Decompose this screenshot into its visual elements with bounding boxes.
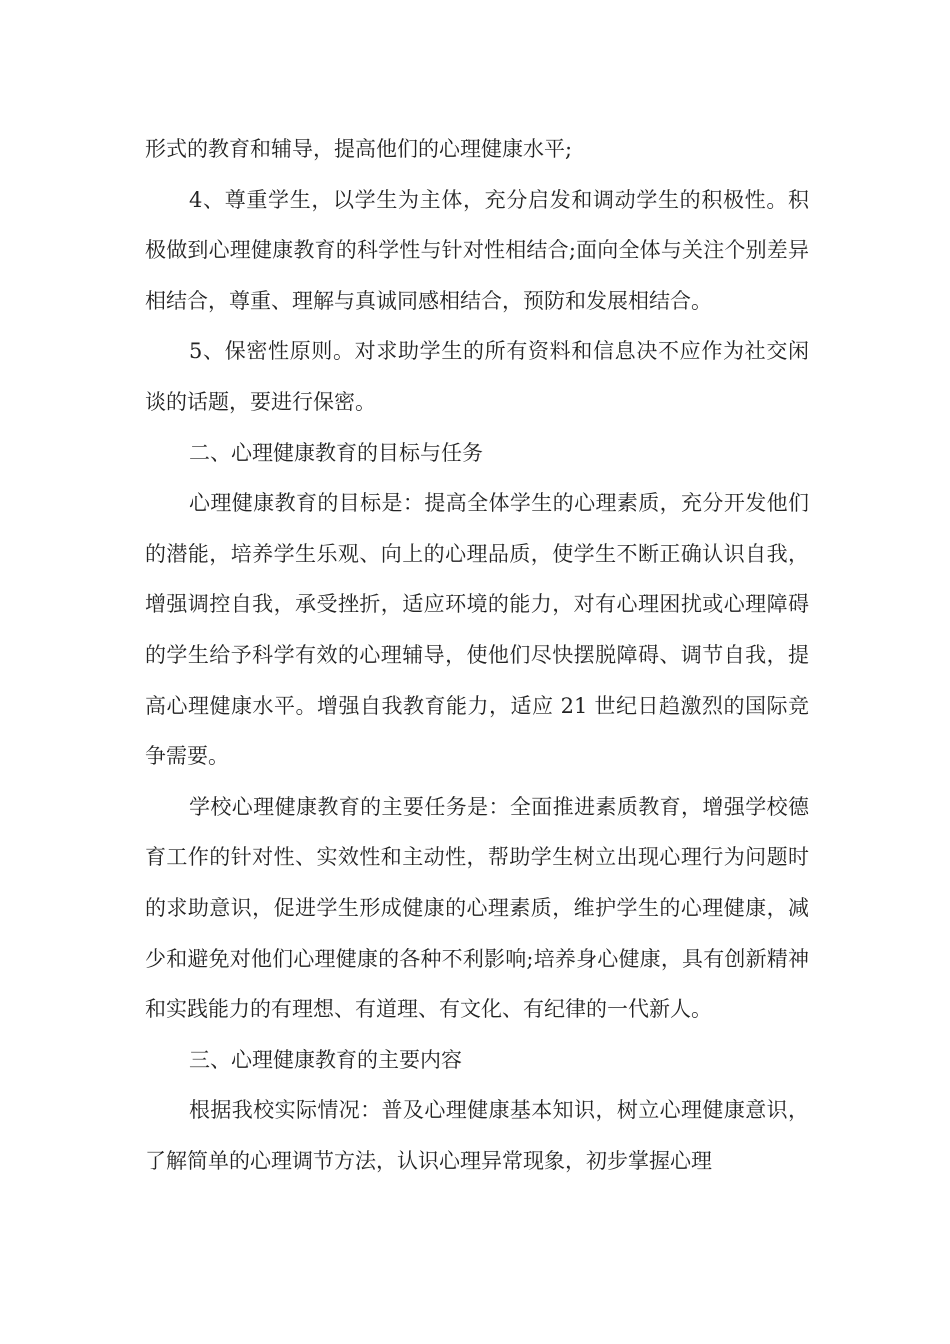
paragraph-confidentiality: 5、保密性原则。对求助学生的所有资料和信息决不应作为社交闲谈的话题，要进行保密。 — [145, 339, 809, 414]
paragraph-tasks: 学校心理健康教育的主要任务是：全面推进素质教育，增强学校德育工作的针对性、实效性和主动性，帮助学生树立出现心理行为问题时的求助意识，促进学生形成健康的心理素质，维护学生的心理健康，减少和避免对他们心理健康的各种不利影响;培养身心健康，具有创新精神和实践能力的有理想、有道理、有文化、有纪律的一代新人。 — [145, 794, 809, 1022]
paragraph-continuation: 形式的教育和辅导，提高他们的心理健康水平; — [145, 137, 573, 161]
section-heading-content: 三、心理健康教育的主要内容 — [189, 1047, 462, 1072]
paragraph-goals: 心理健康教育的目标是：提高全体学生的心理素质，充分开发他们的潜能，培养学生乐观、向上的心理品质，使学生不断正确认识自我，增强调控自我，承受挫折，适应环境的能力，对有心理困扰或心理障碍的学生给予科学有效的心理辅导，使他们尽快摆脱障碍、调节自我，提高心理健康水平。增强自我教育能力，适应 21 世纪日趋激烈的国际竞争需要。 — [145, 491, 809, 769]
paragraph-respect-students: 4、尊重学生，以学生为主体，充分启发和调动学生的积极性。积极做到心理健康教育的科学性与针对性相结合;面向全体与关注个别差异相结合，尊重、理解与真诚同感相结合，预防和发展相结合。 — [145, 187, 809, 313]
section-heading-goals: 二、心理健康教育的目标与任务 — [189, 440, 483, 465]
document-body — [145, 124, 809, 1186]
paragraph-content: 根据我校实际情况：普及心理健康基本知识，树立心理健康意识，了解简单的心理调节方法，认识心理异常现象，初步掌握心理 — [145, 1098, 809, 1173]
